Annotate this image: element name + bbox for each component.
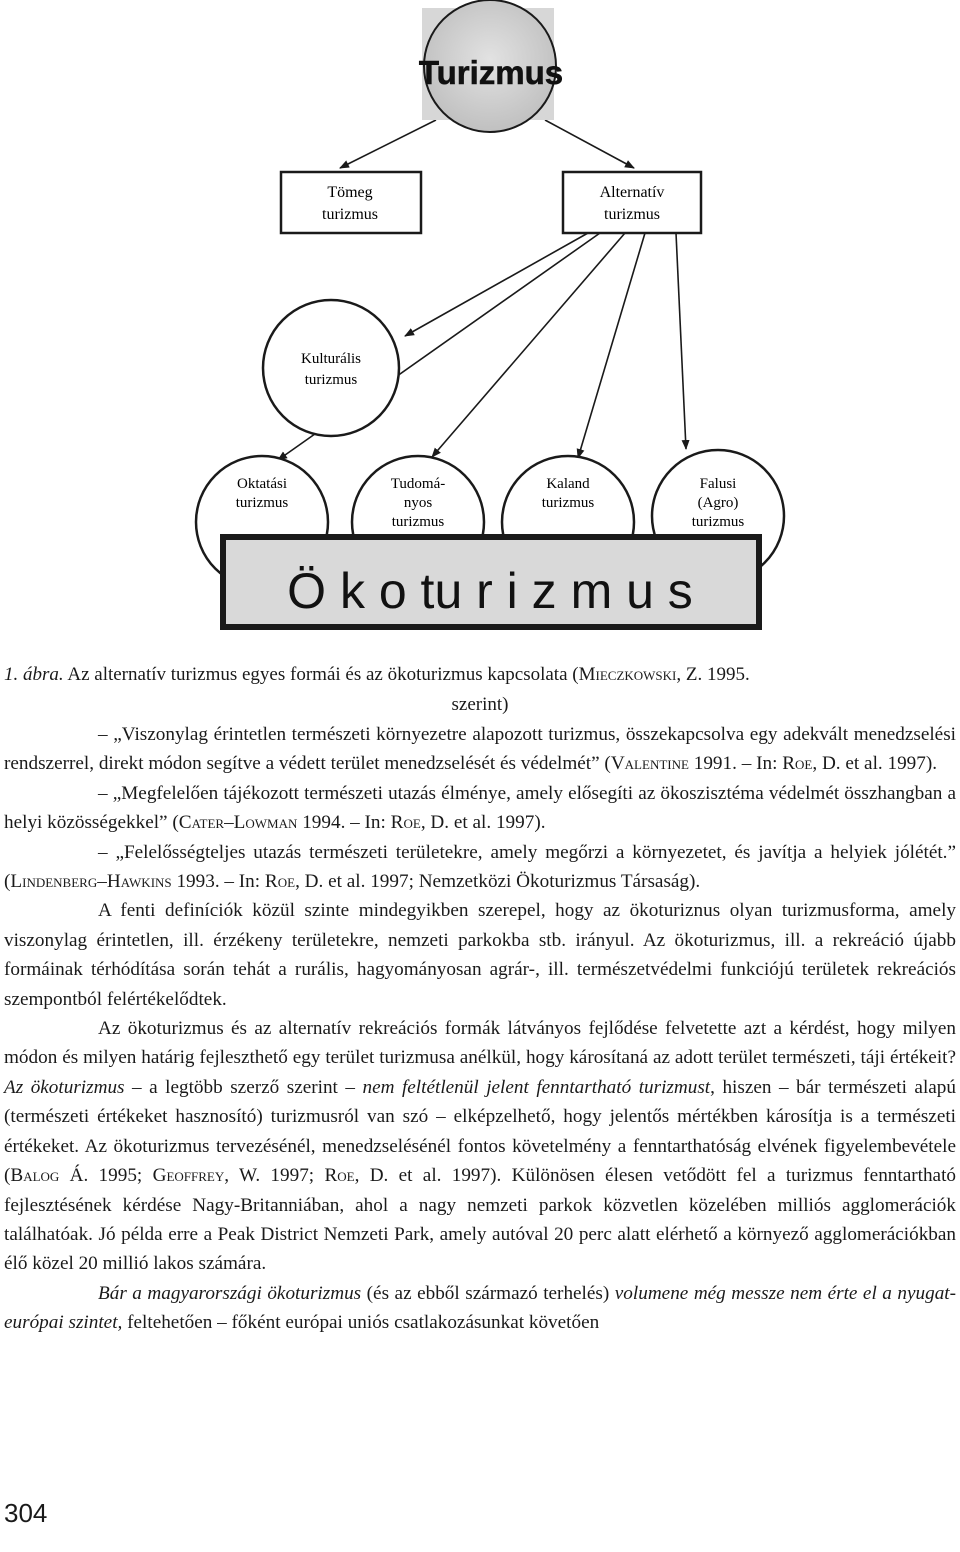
- paragraph-hungary: Bár a magyarországi ökoturizmus (és az ebből származó terhelés) volumene még messze nem érte el a nyugat-európai szintet, feltehetően – főként európai uniós csatlakozásunkat követően: [4, 1282, 957, 1334]
- figure-caption-line1: 1. ábra. Az alternatív turizmus egyes formái és az ökoturizmus kapcsolata (Mieczkowski, Z. 1995.: [4, 664, 750, 685]
- kulturalis-node-circle: [263, 300, 399, 436]
- arrow-turizmus-tomeg: [340, 120, 436, 168]
- tudomanyos-node-line1: Tudomá-: [390, 476, 446, 492]
- turizmus-node-label: Turizmus: [418, 54, 564, 91]
- arrow-turizmus-alternativ: [545, 120, 634, 168]
- oktatasi-node-line1: Oktatási: [237, 476, 287, 492]
- kaland-node-line2: turizmus: [541, 495, 595, 511]
- paragraph-sustainability: Az ökoturizmus és az alternatív rekreációs formák látványos fejlődése felvetette azt a kérdést, hogy milyen módon és milyen határig fejleszthető egy terület turizmusa anélkül, hogy károsítaná az adott terület természeti, táji értékeit? Az ökoturizmus – a legtöbb szerző szerint – nem feltétlenül jelent fenntartható turizmust, hiszen – bár természeti alapú (természeti értékeket hasznosító) turizmusról van szó – elképzelhető, hogy jelentős mértékben károsítja is a természeti értékeket. Az ökoturizmus tervezésénél, menedzselésénél fontos követelmény a fenntarthatóság elvének figyelembevétele (Balog Á. 1995; Geoffrey, W. 1997; Roe, D. et al. 1997). Különösen élesen vetődött fel a turizmus fenntartható fejlesztésének kérdése Nagy-Britanniában, ahol a nagy nemzeti parkok közvetlen közelében milliós agglomerációk találhatóak. Jó példa erre a Peak District Nemzeti Park, amely autóval 20 perc alatt elérhető a környező agglomerációkban élő közel 20 millió lakos számára.: [4, 1018, 956, 1275]
- page-number: 304: [4, 1498, 48, 1528]
- oktatasi-node-line2: turizmus: [235, 495, 289, 511]
- falusi-node-line3: turizmus: [691, 514, 745, 530]
- kulturalis-node: [263, 300, 399, 436]
- arrow-alternativ-kulturalis: [405, 233, 588, 336]
- alternativ-node-line1: Alternatív: [599, 184, 665, 201]
- tudomanyos-node-line3: turizmus: [391, 514, 445, 530]
- definition-lindenberg-hawkins: – „Felelősségteljes utazás természeti területekre, amely megőrzi a környezetet, és javítja a helyiek jólétét.” (Lindenberg–Hawkins 1993. – In: Roe, D. et al. 1997; Nemzetközi Ökoturizmus Társaság).: [4, 841, 956, 893]
- paragraph-definitions-summary: A fenti definíciók közül szinte mindegyikben szerepel, hogy az ökoturiznus olyan turizmusforma, amely viszonylag érintetlen, ill. érzékeny területekre, nemzeti parkokba stb. irányul. Az ökoturizmus, ill. a rekreáció újabb formáinak térhódítása során tehát a rurális, hagyományosan agrár-, ill. természetvédelmi funkciójú területek rekreációs szempontból felértékelődtek.: [4, 900, 956, 1010]
- kulturalis-node-line1: Kulturális: [301, 351, 361, 367]
- tomeg-node-line2: turizmus: [322, 206, 378, 223]
- tomeg-node: [281, 172, 421, 233]
- kaland-node-line1: Kaland: [546, 476, 590, 492]
- alternativ-node-box: [563, 172, 701, 233]
- arrow-alternativ-falusi: [676, 233, 686, 449]
- definition-cater-lowman: – „Megfelelően tájékozott természeti utazás élménye, amely elősegíti az ökoszisztéma védelmét összhangban a helyi közösségekkel” (Cater–Lowman 1994. – In: Roe, D. et al. 1997).: [4, 782, 956, 834]
- tomeg-node-line1: Tömeg: [327, 184, 373, 201]
- body-text: [4, 720, 956, 1338]
- definition-valentine: – „Viszonylag érintetlen természeti környezetre alapozott turizmus, összekapcsolva egy adekvált menedzselési rendszerrel, direkt módon segítve a védett terület menedzselését és védelmét” (Valentine 1991. – In: Roe, D. et al. 1997).: [4, 724, 956, 775]
- kulturalis-node-line2: turizmus: [304, 372, 358, 388]
- alternativ-node-line2: turizmus: [604, 206, 660, 223]
- turizmus-node: [419, 0, 563, 132]
- okoturizmus-node-label: Ö k o tu r i z m u s: [287, 563, 693, 619]
- ecotourism-diagram: [0, 0, 960, 640]
- tudomanyos-node-line2: nyos: [403, 495, 433, 511]
- falusi-node-line2: (Agro): [697, 495, 739, 511]
- alternativ-node: [563, 172, 701, 233]
- falusi-node-line1: Falusi: [699, 476, 737, 492]
- arrow-alternativ-kaland: [578, 233, 645, 458]
- tomeg-node-box: [281, 172, 421, 233]
- figure-caption-line2: szerint): [451, 694, 509, 715]
- okoturizmus-node: [220, 534, 762, 630]
